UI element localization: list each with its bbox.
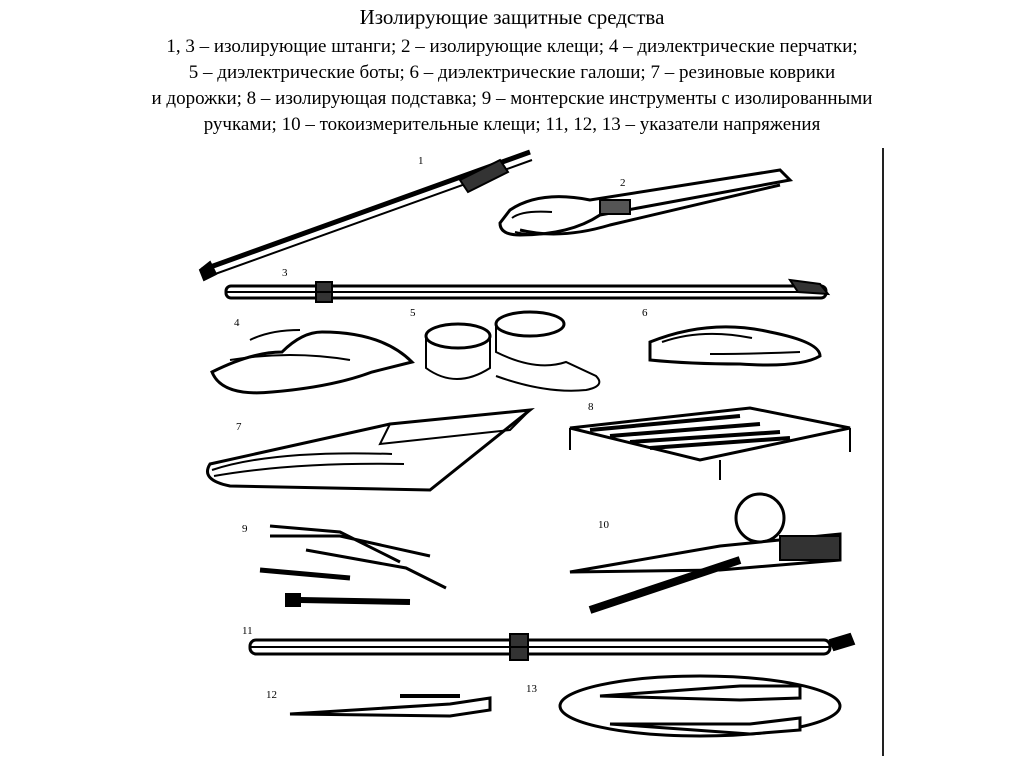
figure-label-5: 5 (410, 307, 416, 319)
figure-label-1: 1 (418, 155, 424, 167)
figure-label-4: 4 (234, 317, 240, 329)
clamp-meter-10-drawing (570, 494, 840, 610)
dielectric-boots-5-drawing (426, 312, 599, 391)
caption-line: и дорожки; 8 – изолирующая подставка; 9 – монтерские инструменты с изолированными (151, 88, 873, 109)
figure-label-13: 13 (526, 683, 537, 695)
insulating-rod-1-drawing (200, 152, 532, 280)
dielectric-galoshes-6-drawing (650, 327, 820, 365)
figure-label-3: 3 (282, 267, 288, 279)
page-divider (882, 148, 884, 756)
caption-line: 5 – диэлектрические боты; 6 – диэлектрические галоши; 7 – резиновые коврики (188, 62, 836, 83)
insulating-rod-3-drawing (226, 280, 828, 302)
figure-label-6: 6 (642, 307, 648, 319)
figure-label-11: 11 (242, 625, 253, 637)
figure-label-7: 7 (236, 421, 242, 433)
voltage-indicator-11-drawing (250, 634, 854, 660)
dielectric-gloves-4-drawing (212, 330, 412, 393)
caption-line: 1, 3 – изолирующие штанги; 2 – изолирующие клещи; 4 – диэлектрические перчатки; (166, 36, 858, 57)
figure-label-2: 2 (620, 177, 626, 189)
insulating-stand-8-drawing (570, 408, 850, 480)
figure-label-8: 8 (588, 401, 594, 413)
insulating-tongs-2-drawing (500, 170, 790, 235)
page-title: Изолирующие защитные средства (359, 5, 665, 29)
voltage-indicator-12-drawing (290, 696, 490, 716)
caption-line: ручками; 10 – токоизмерительные клещи; 11, 12, 13 – указатели напряжения (203, 114, 821, 135)
figure-caption (60, 34, 964, 138)
figure-label-9: 9 (242, 523, 248, 535)
insulated-tools-9-drawing (260, 526, 446, 606)
protective-equipment-illustration (190, 140, 880, 760)
figure-label-12: 12 (266, 689, 277, 701)
rubber-mats-7-drawing (208, 410, 531, 490)
voltage-indicator-13-drawing (560, 676, 840, 736)
figure-label-10: 10 (598, 519, 609, 531)
